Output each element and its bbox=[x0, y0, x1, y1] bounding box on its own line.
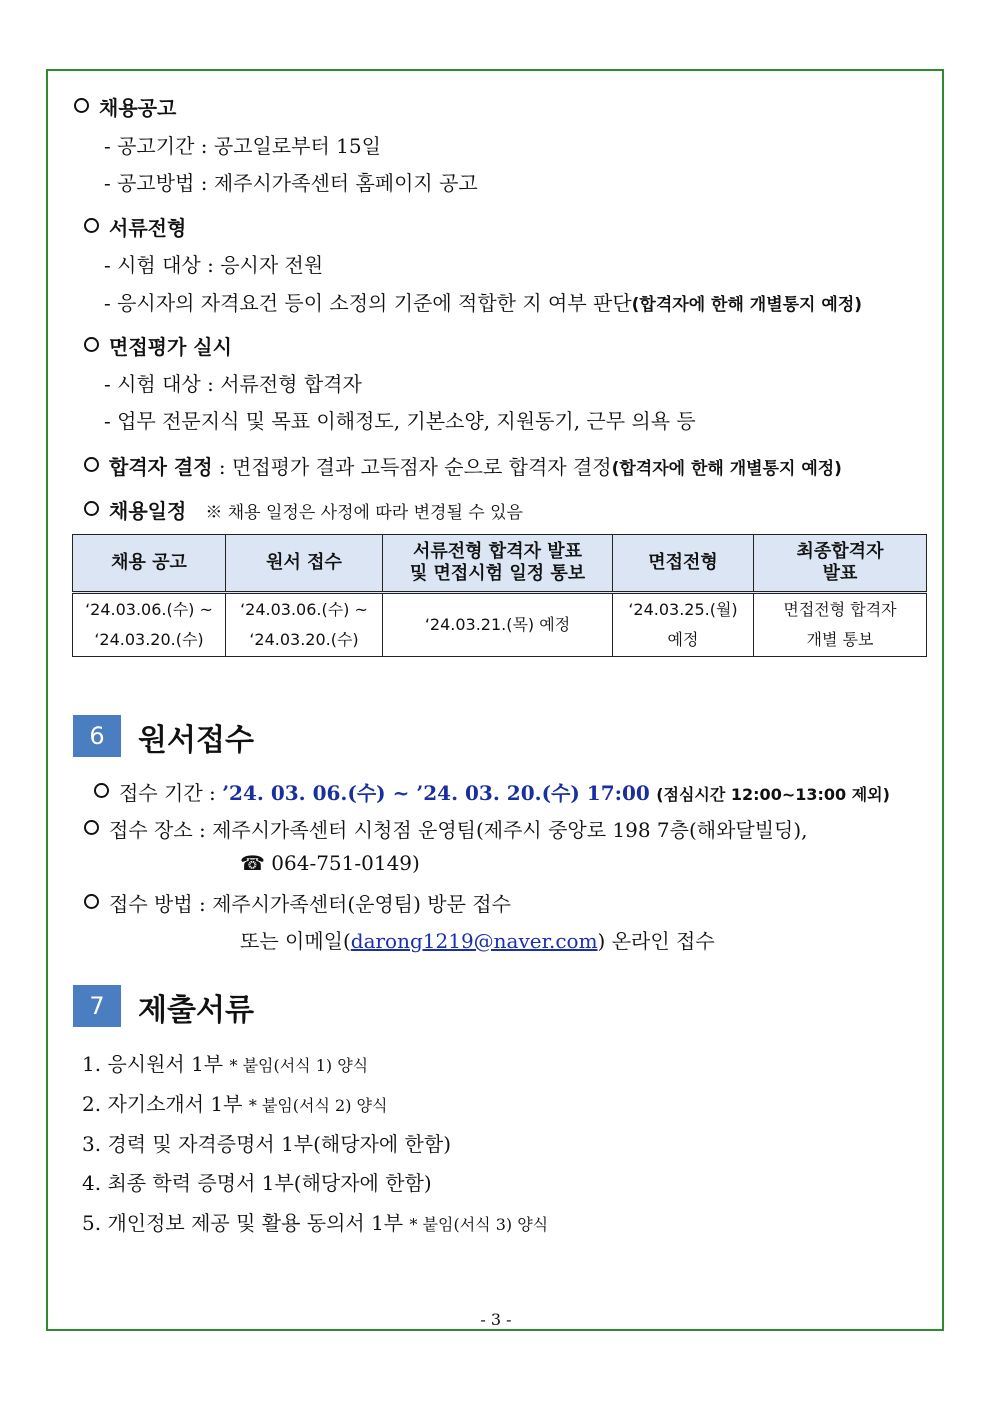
decision-line: 합격자 결정 : 면접평가 결과 고득점자 순으로 합격자 결정(합격자에 한해 개별통지 예정) bbox=[84, 451, 842, 480]
schedule-heading-line: 채용일정 ※ 채용 일정은 사정에 따라 변경될 수 있음 bbox=[84, 495, 523, 524]
recruit-method: - 공고방법 : 제주시가족센터 홈페이지 공고 bbox=[104, 171, 478, 195]
section-number: 7 bbox=[73, 985, 121, 1027]
interview-criteria: - 업무 전문지식 및 목표 이해정도, 기본소양, 지원동기, 근무 의욕 등 bbox=[104, 409, 696, 433]
interview-target: - 시험 대상 : 서류전형 합격자 bbox=[104, 372, 362, 396]
screening-target: - 시험 대상 : 응시자 전원 bbox=[104, 253, 324, 277]
circle-bullet-icon bbox=[84, 337, 99, 352]
schedule-col-header: 서류전형 합격자 발표 및 면접시험 일정 통보 bbox=[383, 535, 613, 593]
schedule-cell: 면접전형 합격자 개별 통보 bbox=[754, 593, 927, 657]
circle-bullet-icon bbox=[84, 894, 99, 909]
schedule-col-header: 면접전형 bbox=[613, 535, 754, 593]
schedule-col-header: 채용 공고 bbox=[73, 535, 226, 593]
screening-criteria: - 응시자의 자격요건 등이 소정의 기준에 적합한 지 여부 판단(합격자에 한해 개별통지 예정) bbox=[104, 291, 863, 315]
application-method: 접수 방법 : 제주시가족센터(운영팀) 방문 접수 bbox=[84, 888, 511, 917]
list-item: 5. 개인정보 제공 및 활용 동의서 1부 * 붙임(서식 3) 양식 bbox=[82, 1211, 549, 1235]
page-number: - 3 - bbox=[480, 1310, 512, 1329]
section-title: 제출서류 bbox=[138, 993, 254, 1028]
application-phone: ☎ 064-751-0149) bbox=[240, 851, 420, 875]
screening-heading: 서류전형 bbox=[84, 212, 186, 241]
circle-bullet-icon bbox=[84, 820, 99, 835]
application-place: 접수 장소 : 제주시가족센터 시청점 운영팀(제주시 중앙로 198 7층(해와달빌딩), bbox=[84, 814, 808, 843]
schedule-row bbox=[73, 593, 927, 657]
list-item: 4. 최종 학력 증명서 1부(해당자에 한함) bbox=[82, 1171, 432, 1195]
section-number: 6 bbox=[73, 715, 121, 757]
list-item: 1. 응시원서 1부 * 붙임(서식 1) 양식 bbox=[82, 1052, 369, 1076]
circle-bullet-icon bbox=[94, 783, 109, 798]
circle-bullet-icon bbox=[84, 218, 99, 233]
application-period: 접수 기간 : ’24. 03. 06.(수) ~ ’24. 03. 20.(수) 17:00 (점심시간 12:00~13:00 제외) bbox=[94, 777, 890, 806]
schedule-cell: ‘24.03.21.(목) 예정 bbox=[383, 593, 613, 657]
recruit-period: - 공고기간 : 공고일로부터 15일 bbox=[104, 134, 381, 158]
schedule-note: ※ 채용 일정은 사정에 따라 변경될 수 있음 bbox=[205, 503, 523, 523]
schedule-cell: ‘24.03.06.(수) ~ ‘24.03.20.(수) bbox=[226, 593, 383, 657]
schedule-header-row bbox=[73, 535, 927, 593]
circle-bullet-icon bbox=[84, 457, 99, 472]
schedule-cell: ‘24.03.06.(수) ~ ‘24.03.20.(수) bbox=[73, 593, 226, 657]
schedule-col-header: 원서 접수 bbox=[226, 535, 383, 593]
schedule-col-header: 최종합격자 발표 bbox=[754, 535, 927, 593]
schedule-table bbox=[72, 534, 927, 657]
recruit-heading: 채용공고 bbox=[74, 92, 176, 121]
circle-bullet-icon bbox=[84, 501, 99, 516]
email-link[interactable]: darong1219@naver.com bbox=[350, 929, 598, 953]
interview-heading: 면접평가 실시 bbox=[84, 331, 232, 360]
list-item: 2. 자기소개서 1부 * 붙임(서식 2) 양식 bbox=[82, 1092, 388, 1116]
schedule-cell: ‘24.03.25.(월) 예정 bbox=[613, 593, 754, 657]
list-item: 3. 경력 및 자격증명서 1부(해당자에 한함) bbox=[82, 1132, 451, 1156]
section-title: 원서접수 bbox=[138, 723, 254, 758]
application-email-line: 또는 이메일(darong1219@naver.com) 온라인 접수 bbox=[240, 929, 715, 953]
circle-bullet-icon bbox=[74, 98, 89, 113]
